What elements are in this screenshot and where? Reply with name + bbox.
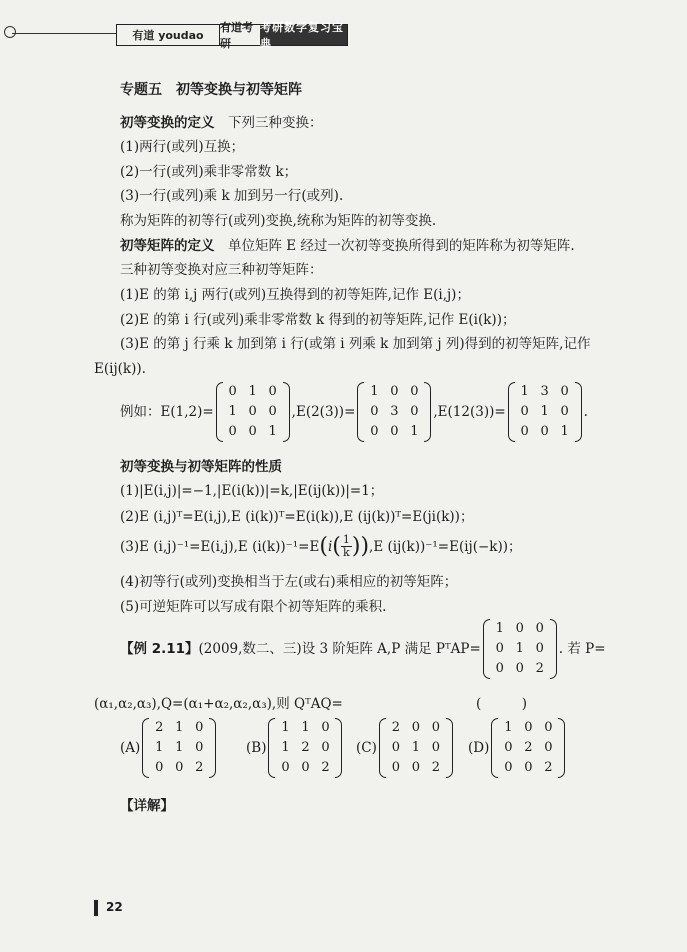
matrix-cell: 0 [321, 720, 330, 735]
header-banner [116, 21, 348, 50]
def1-summary: 称为矩阵的初等行(或列)变换,统称为矩阵的初等变换. [120, 213, 437, 229]
matrix-cell: 0 [544, 740, 553, 755]
matrix-cell: 0 [248, 404, 257, 419]
matrix-cell: 0 [540, 424, 549, 439]
matrix-cell: 0 [268, 404, 277, 419]
matrix-cell: 0 [175, 760, 184, 775]
def1-heading [120, 113, 323, 133]
matrix-cell: 0 [504, 760, 513, 775]
section-title: 专题五 初等变换与初等矩阵 [120, 82, 302, 98]
matrix-entries [515, 382, 575, 442]
matrix-cell: 0 [411, 760, 421, 775]
matrix-cell: 1 [175, 740, 184, 755]
matrix-e12-3 [508, 382, 582, 442]
header-rule [12, 33, 116, 34]
matrix-cell: 0 [370, 424, 379, 439]
matrix-cell: 2 [431, 760, 441, 775]
matrix-cell: 0 [228, 424, 237, 439]
option-c-matrix [379, 718, 453, 778]
def2-text: 单位矩阵 E 经过一次初等变换所得到的矩阵称为初等矩阵. [214, 238, 575, 254]
prop-3b: ,E (ij(k))⁻¹=E(ij(−k))； [369, 538, 522, 555]
brand-logo: 有道 youdao [117, 25, 219, 45]
frac-num: 1 [342, 533, 350, 546]
frac-den: k [343, 546, 350, 559]
option-b-matrix [268, 718, 342, 778]
def2-item-3b: E(ij(k)). [94, 361, 146, 377]
prop-3a: (3)E (i,j)⁻¹=E(i,j),E (i(k))⁻¹=E [120, 538, 320, 555]
page-bar [94, 900, 98, 916]
detail-label: 【详解】 [120, 798, 174, 814]
matrix-cell: 1 [540, 404, 549, 419]
def1-intro: 下列三种变换： [214, 115, 323, 131]
matrix-cell: 0 [515, 621, 524, 636]
matrix-cell: 0 [301, 760, 310, 775]
matrix-cell: 1 [228, 404, 237, 419]
matrix-entries [490, 619, 550, 679]
example-end: . [583, 404, 588, 420]
header-ornament [4, 26, 16, 38]
matrix-cell: 1 [301, 720, 310, 735]
prop-5: (5)可逆矩阵可以写成有限个初等矩阵的乘积. [120, 599, 387, 615]
example-e1: E(1,2)= [160, 404, 214, 420]
matrix-cell: 2 [155, 720, 164, 735]
matrix-cell: 1 [410, 424, 419, 439]
matrix-cell: 1 [175, 720, 184, 735]
problem-text: (2009,数二、三)设 3 阶矩阵 A,P 满足 PᵀAP= [198, 641, 481, 657]
matrix-cell: 2 [535, 661, 544, 676]
matrix-cell: 0 [520, 404, 529, 419]
matrix-cell: 1 [515, 641, 524, 656]
matrix-cell: 0 [195, 740, 204, 755]
matrix-cell: 1 [155, 740, 164, 755]
prop-1: (1)|E(i,j)|=−1,|E(i(k))|=k,|E(ij(k))|=1； [120, 483, 384, 499]
matrix-cell: 0 [248, 424, 257, 439]
matrix-cell: 1 [268, 424, 277, 439]
matrix-cell: 0 [431, 740, 441, 755]
matrix-entries [275, 718, 335, 778]
option-a [120, 718, 218, 778]
book-title: 考研数学复习宝典 [260, 25, 347, 45]
matrix-cell: 0 [370, 404, 379, 419]
matrix-cell: 2 [321, 760, 330, 775]
matrix-cell: 0 [390, 384, 399, 399]
matrix-entries [149, 718, 209, 778]
matrix-cell: 0 [560, 384, 569, 399]
matrix-cell: 0 [524, 720, 533, 735]
matrix-cell: 0 [268, 384, 277, 399]
matrix-cell: 2 [301, 740, 310, 755]
def2-label: 初等矩阵的定义 [120, 238, 215, 254]
matrix-e2-3 [357, 382, 431, 442]
option-c [356, 718, 455, 778]
def2-item-3a: (3)E 的第 j 行乘 k 加到第 i 行(或第 i 列乘 k 加到第 j 列)得到的初等矩阵,记作 [120, 336, 591, 352]
matrix-cell: 0 [544, 720, 553, 735]
paren-close: ) [360, 533, 370, 559]
paren-close-2: ) [351, 533, 361, 559]
page-number: 22 [106, 900, 123, 914]
answer-blank: ( ) [476, 696, 528, 712]
example-line [120, 382, 588, 442]
matrix-cell: 0 [391, 740, 401, 755]
matrix-cell: 3 [540, 384, 549, 399]
matrix-cell: 1 [520, 384, 529, 399]
option-b [246, 718, 344, 778]
example-e2: ,E(2(3))= [291, 404, 356, 420]
def1-item-3: (3)一行(或列)乘 k 加到另一行(或列). [120, 188, 344, 204]
def2-heading [120, 236, 575, 256]
matrix-entries [223, 382, 283, 442]
prop-4: (4)初等行(或列)变换相当于左(或右)乘相应的初等矩阵； [120, 574, 458, 590]
matrix-e12 [216, 382, 290, 442]
matrix-entries [364, 382, 424, 442]
problem-matrix [483, 619, 557, 679]
example-e3: ,E(12(3))= [433, 404, 506, 420]
matrix-cell: 0 [391, 760, 401, 775]
matrix-cell: 0 [281, 760, 290, 775]
matrix-cell: 1 [370, 384, 379, 399]
prop-2: (2)E (i,j)ᵀ=E(i,j),E (i(k))ᵀ=E(i(k)),E (ij(k))ᵀ=E(ji(k))； [120, 509, 474, 525]
problem-line-1 [120, 619, 606, 679]
matrix-cell: 0 [410, 384, 419, 399]
matrix-cell: 0 [155, 760, 164, 775]
option-d-label: (D) [468, 740, 490, 756]
matrix-cell: 0 [321, 740, 330, 755]
matrix-cell: 0 [524, 760, 533, 775]
brand-logo-2: 有道考研 [219, 25, 260, 45]
matrix-cell: 0 [195, 720, 204, 735]
example-prefix: 例如： [120, 404, 161, 420]
matrix-cell: 3 [390, 404, 399, 419]
matrix-cell: 0 [495, 641, 504, 656]
option-d-matrix [491, 718, 565, 778]
problem-after: . 若 P= [558, 641, 606, 657]
matrix-cell: 0 [560, 404, 569, 419]
matrix-cell: 1 [281, 740, 290, 755]
paren-open: ( [319, 533, 328, 559]
option-a-label: (A) [120, 740, 141, 756]
matrix-cell: 2 [524, 740, 533, 755]
matrix-cell: 1 [281, 720, 290, 735]
option-c-label: (C) [356, 740, 377, 756]
paren-open-2: ( [332, 533, 341, 559]
def2-item-1: (1)E 的第 i,j 两行(或列)互换得到的初等矩阵,记作 E(i,j)； [120, 287, 470, 303]
matrix-cell: 0 [535, 621, 544, 636]
def1-item-2: (2)一行(或列)乘非零常数 k； [120, 164, 298, 180]
option-a-matrix [142, 718, 216, 778]
def1-item-1: (1)两行(或列)互换； [120, 139, 245, 155]
matrix-cell: 0 [535, 641, 544, 656]
matrix-cell: 0 [410, 404, 419, 419]
option-b-label: (B) [246, 740, 267, 756]
matrix-cell: 1 [248, 384, 257, 399]
matrix-cell: 2 [391, 720, 401, 735]
prop-3 [120, 534, 522, 559]
def2-line2: 三种初等变换对应三种初等矩阵： [120, 262, 323, 278]
matrix-cell: 1 [504, 720, 513, 735]
matrix-cell: 0 [431, 720, 441, 735]
def2-item-2: (2)E 的第 i 行(或列)乘非零常数 k 得到的初等矩阵,记作 E(i(k))； [120, 312, 516, 328]
problem-tag: 【例 2.11】 [120, 641, 199, 657]
matrix-cell: 0 [520, 424, 529, 439]
matrix-cell: 0 [495, 661, 504, 676]
def1-label: 初等变换的定义 [120, 115, 215, 131]
matrix-entries [386, 718, 446, 778]
matrix-cell: 1 [495, 621, 504, 636]
matrix-cell: 2 [544, 760, 553, 775]
var-i: i [327, 538, 333, 555]
matrix-cell: 2 [195, 760, 204, 775]
fraction-1-over-k [341, 534, 352, 559]
matrix-cell: 0 [504, 740, 513, 755]
problem-line-2: (α₁,α₂,α₃),Q=(α₁+α₂,α₂,α₃),则 QᵀAQ= [94, 696, 343, 712]
matrix-cell: 0 [515, 661, 524, 676]
matrix-cell: 0 [411, 720, 421, 735]
matrix-cell: 1 [411, 740, 421, 755]
matrix-cell: 1 [560, 424, 569, 439]
props-label: 初等变换与初等矩阵的性质 [120, 459, 282, 475]
matrix-cell: 0 [390, 424, 399, 439]
option-d [468, 718, 567, 778]
matrix-cell: 0 [228, 384, 237, 399]
matrix-entries [498, 718, 558, 778]
